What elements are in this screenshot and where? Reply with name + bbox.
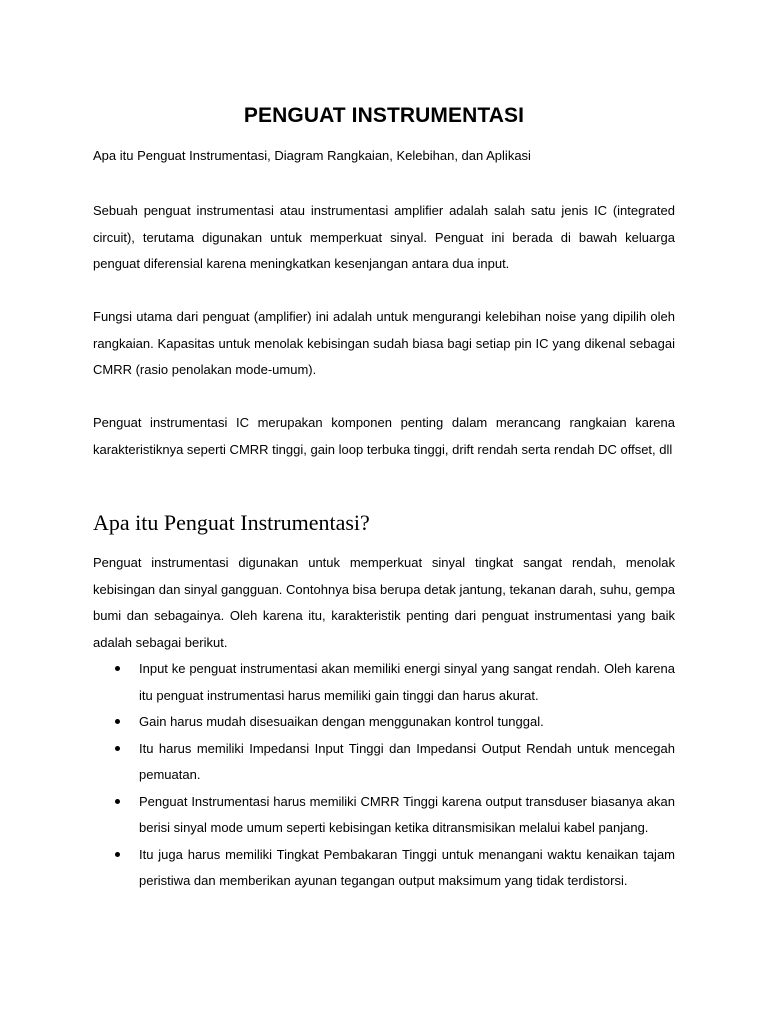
bullet-icon bbox=[115, 719, 120, 724]
bullet-icon bbox=[115, 746, 120, 751]
list-item-text: Gain harus mudah disesuaikan dengan menggunakan kontrol tunggal. bbox=[139, 714, 544, 729]
section-intro-paragraph: Penguat instrumentasi digunakan untuk memperkuat sinyal tingkat sangat rendah, menolak kebisingan dan sinyal gangguan. Contohnya bisa berupa detak jantung, tekanan darah, suhu, gempa bumi dan sebagainya. Oleh karena itu, karakteristik penting dari penguat instrumentasi yang baik adalah sebagai berikut. bbox=[93, 555, 675, 650]
section-heading: Apa itu Penguat Instrumentasi? bbox=[93, 510, 370, 535]
list-item bbox=[93, 656, 675, 709]
list-item bbox=[93, 789, 675, 842]
document-title: PENGUAT INSTRUMENTASI bbox=[243, 104, 525, 127]
paragraph-importance: Penguat instrumentasi IC merupakan komponen penting dalam merancang rangkaian karena karakteristiknya seperti CMRR tinggi, gain loop terbuka tinggi, drift rendah serta rendah DC offset, dll bbox=[93, 415, 675, 457]
list-item-text: Penguat Instrumentasi harus memiliki CMRR Tinggi karena output transduser biasanya akan berisi sinyal mode umum seperti kebisingan ketika ditransmisikan melalui kabel panjang. bbox=[139, 793, 675, 835]
document-subtitle: Apa itu Penguat Instrumentasi, Diagram Rangkaian, Kelebihan, dan Aplikasi bbox=[93, 148, 531, 163]
bullet-icon bbox=[115, 666, 120, 671]
list-item bbox=[93, 709, 675, 736]
list-item bbox=[93, 842, 675, 895]
list-item bbox=[93, 736, 675, 789]
bullet-icon bbox=[115, 799, 120, 804]
list-item-text: Itu juga harus memiliki Tingkat Pembakaran Tinggi untuk menangani waktu kenaikan tajam peristiwa dan memberikan ayunan tegangan output maksimum yang tidak terdistorsi. bbox=[139, 846, 675, 888]
paragraph-intro: Sebuah penguat instrumentasi atau instrumentasi amplifier adalah salah satu jenis IC (integrated circuit), terutama digunakan untuk memperkuat sinyal. Penguat ini berada di bawah keluarga penguat diferensial karena meningkatkan kesenjangan antara dua input. bbox=[93, 203, 675, 271]
list-item-text: Input ke penguat instrumentasi akan memiliki energi sinyal yang sangat rendah. Oleh karena itu penguat instrumentasi harus memiliki gain tinggi dan harus akurat. bbox=[139, 661, 675, 703]
list-item-text: Itu harus memiliki Impedansi Input Tinggi dan Impedansi Output Rendah untuk mencegah pemuatan. bbox=[139, 740, 675, 782]
bullet-icon bbox=[115, 852, 120, 857]
paragraph-function: Fungsi utama dari penguat (amplifier) ini adalah untuk mengurangi kelebihan noise yang dipilih oleh rangkaian. Kapasitas untuk menolak kebisingan sudah biasa bagi setiap pin IC yang dikenal sebagai CMRR (rasio penolakan mode-umum). bbox=[93, 309, 675, 377]
characteristics-list bbox=[93, 656, 675, 895]
